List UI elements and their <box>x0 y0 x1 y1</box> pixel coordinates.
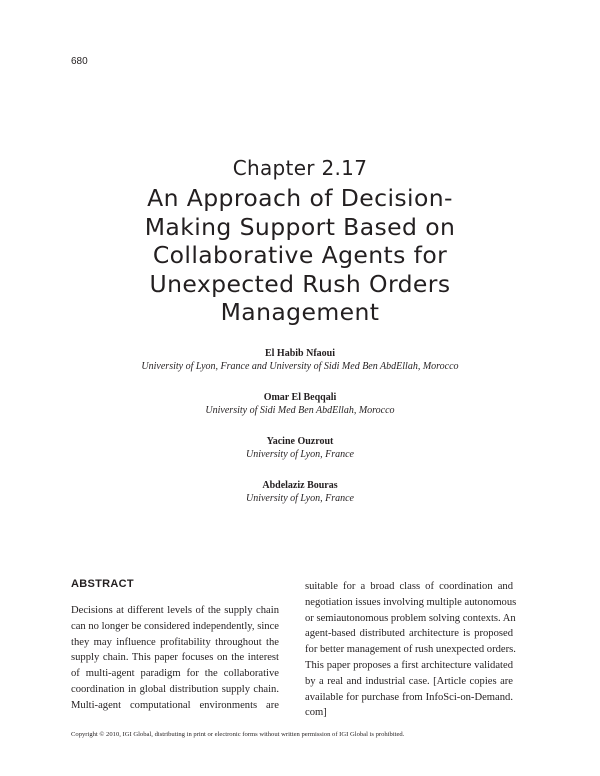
author-affiliation: University of Sidi Med Ben AbdEllah, Morocco <box>205 405 395 416</box>
title-line: Management <box>220 298 380 326</box>
author-name: Abdelaziz Bouras <box>262 480 338 491</box>
abstract-heading: ABSTRACT <box>71 578 134 590</box>
abstract-line: for better management of rush unexpected orders. <box>305 644 516 656</box>
abstract-line: or semiautonomous problem solving contexts. An <box>305 612 516 624</box>
abstract-text-left-column <box>71 603 279 714</box>
abstract-text-right-column <box>305 579 517 721</box>
author-affiliation: University of Lyon, France <box>245 493 354 504</box>
author-block <box>0 347 600 373</box>
chapter-title <box>60 184 540 327</box>
abstract-line: negotiation issues involving multiple autonomous <box>305 596 517 608</box>
abstract-line: supply chain. This paper focuses on the interest <box>71 652 279 664</box>
abstract-line: suitable for a broad class of coordination and <box>305 581 513 592</box>
author-block <box>0 391 600 417</box>
page-number: 680 <box>71 56 88 67</box>
abstract-line: can no longer be considered independently, since <box>71 620 279 632</box>
abstract-line: Multi-agent computational environments are <box>71 699 279 711</box>
author-affiliation: University of Lyon, France and University of Sidi Med Ben AbdEllah, Morocco <box>141 361 459 372</box>
abstract-line: com] <box>305 707 327 719</box>
abstract-line: agent-based distributed architecture is proposed <box>305 628 513 640</box>
title-line: Making Support Based on <box>144 212 456 241</box>
abstract-line: This paper proposes a first architecture validated <box>305 659 513 671</box>
abstract-line: available for purchase from InfoSci-on-Demand. <box>305 691 513 703</box>
author-name: El Habib Nfaoui <box>264 348 336 359</box>
author-name: Omar El Beqqali <box>263 392 337 403</box>
author-list <box>0 347 600 523</box>
author-block <box>0 479 600 505</box>
abstract-line: coordination in global distribution supply chain. <box>71 683 279 695</box>
author-block <box>0 435 600 461</box>
abstract-line: of multi-agent paradigm for the collaborative <box>71 668 279 680</box>
copyright-footer: Copyright © 2010, IGI Global, distributing in print or electronic forms without written permission of IGI Global is prohibited. <box>71 731 405 738</box>
title-line: An Approach of Decision- <box>147 184 453 212</box>
author-name: Yacine Ouzrout <box>266 436 334 447</box>
title-line: Unexpected Rush Orders <box>149 269 451 298</box>
title-line: Collaborative Agents for <box>152 241 448 269</box>
author-affiliation: University of Lyon, France <box>245 449 354 460</box>
abstract-line: they may influence profitability throughout the <box>71 636 279 648</box>
chapter-label: Chapter 2.17 <box>232 156 368 180</box>
abstract-line: Decisions at different levels of the supply chain <box>71 605 279 616</box>
abstract-line: by a real and industrial case. [Article copies are <box>305 675 513 687</box>
